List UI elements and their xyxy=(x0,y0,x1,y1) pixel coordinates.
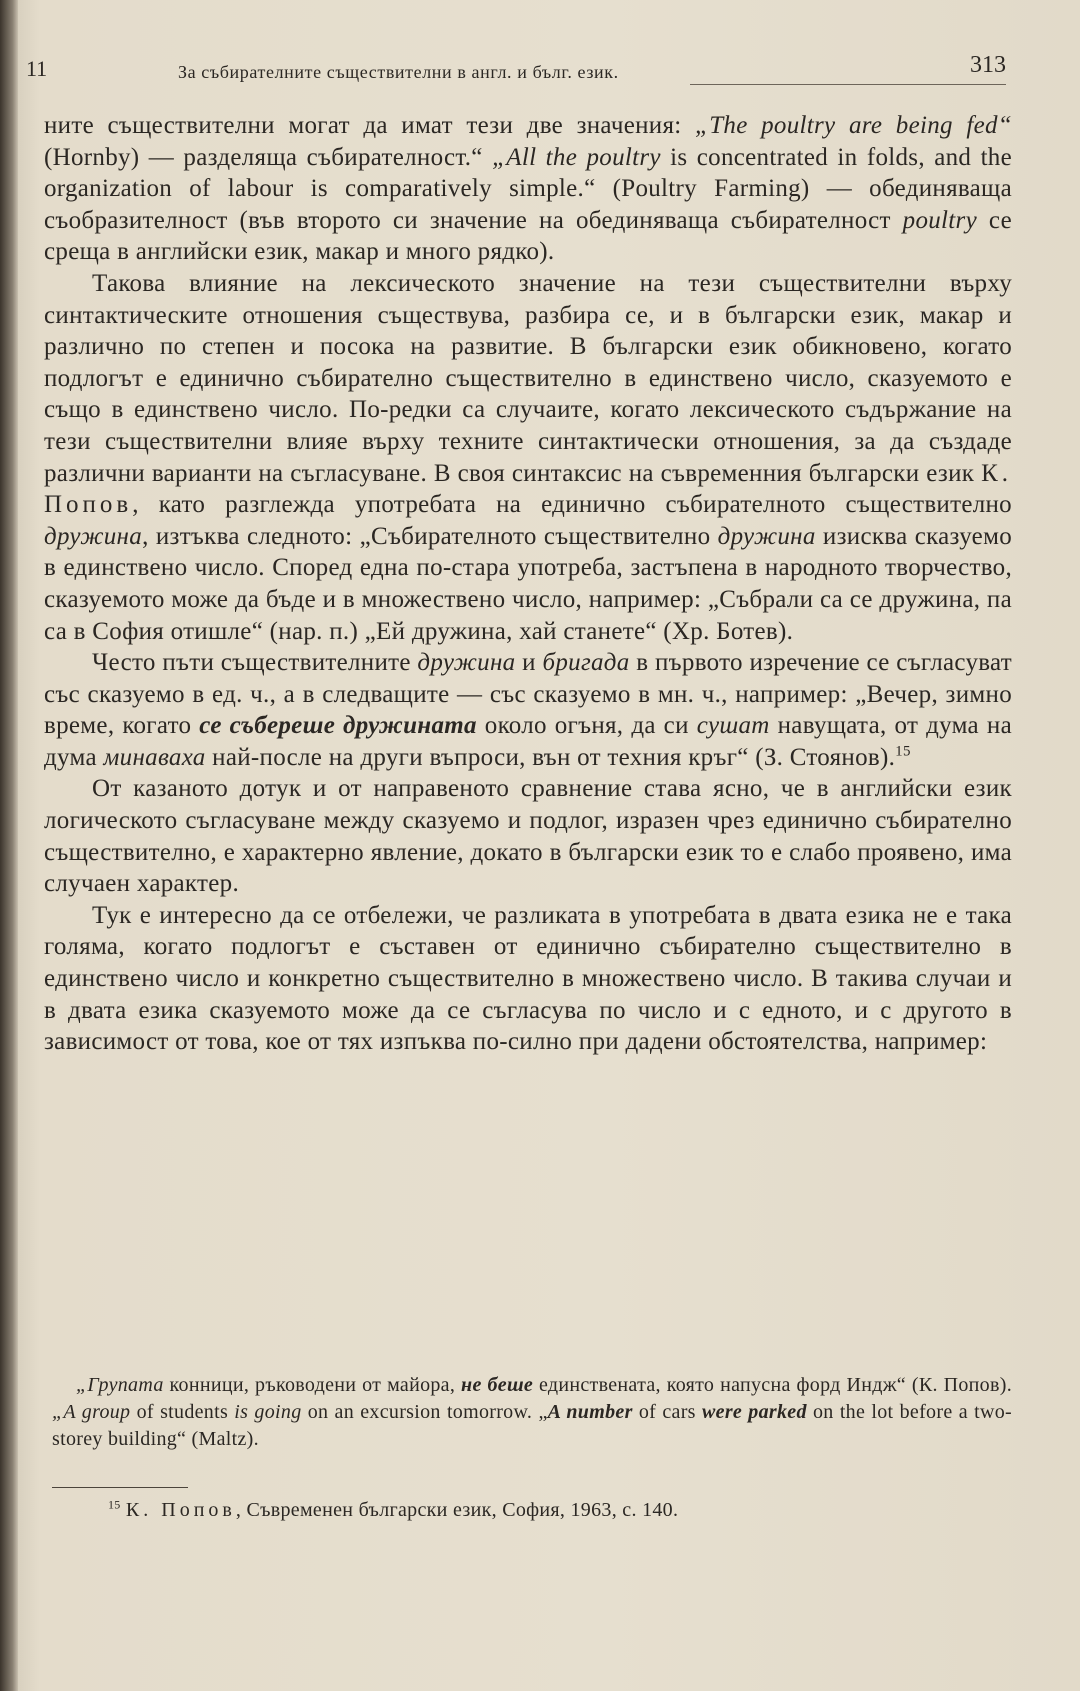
example-en: „The poultry are being fed“ xyxy=(695,112,1012,139)
example-bg: сушат xyxy=(696,712,770,740)
footnote-rule xyxy=(52,1487,188,1488)
footnote-author: К. Попов xyxy=(125,1499,236,1521)
example-bg: дружина xyxy=(417,649,516,677)
page-number: 313 xyxy=(970,52,1006,78)
paragraph-1: ните съществителни могат да имат тези две значения: „The poultry are being fed“ (Hornby) — разделяща събирателност.“ „All the poultry is concentrated in folds, and the organization of labour is comparatively simple.“ (Poultry Farming) — обединяваща съобразителност (във второто си значение на обединяваща събирателност poultry се среща в английски език, макар и много рядко). xyxy=(44,112,1013,266)
example-en: „All the poultry xyxy=(492,143,661,171)
paragraph-4: От казаното дотук и от направеното сравнение става ясно, че в английски език логическото съгласуване между сказуемо и подлог, изразен чрез единично събирателно съществително, е характерно явление, докато в български език то е слабо проявено, има случаен характер. xyxy=(44,775,1012,898)
example-bg: дружина xyxy=(44,522,143,550)
example-bg: бригада xyxy=(542,649,630,677)
footnote-ref: 15 xyxy=(895,743,911,760)
footnote-text: , Съвременен български език, София, 1963, с. 140. xyxy=(235,1499,679,1521)
author-name: К. Попов xyxy=(44,459,1012,519)
example-bg: минаваха xyxy=(103,743,206,771)
example-bg: се събеpеше дружината xyxy=(199,712,477,740)
example-paragraph: „Групата конници, ръководени от майора, не беше единствената, която напусна форд Индж“ (К. Попов). „A group of students is going on an excursion tomorrow. „A number of cars were parked on the lot before a two-storey building“ (Maltz). xyxy=(52,1374,1012,1450)
header-rule xyxy=(690,84,1006,85)
example-block xyxy=(52,1372,1012,1453)
example-en: poultry xyxy=(902,206,977,234)
example-bg: дружина xyxy=(717,522,816,550)
footnote-number: 15 xyxy=(108,1497,121,1512)
paragraph-2: Такова влияние на лексическото значение на тези съществителни върху синтактическите отношения съществува, разбира се, и в български език, макар и различно по степен и посока на развитие. В български език обикновено, когато подлогът е единично събирателно съществително в единствено число, сказуемото е също в единствено число. По-редки са случаите, когато лексическото съдържание на тези съществителни влияе върху техните синтактически отношения, за да създаде различни варианти на съгласуване. В своя синтаксис на съвременния български език К. Попов, като разглежда употребата на единично събирателното съществително дружина, изтъква следното: „Събирателното съществително дружина изисква сказуемо в единствено число. Според една по-стара употреба, застъпена в народното творчество, сказуемото може да бъде и в множествено число, например: „Събрали са се дружина, па са в София отишле“ (нар. п.) „Ей дружина, хай станете“ (Хр. Ботев). xyxy=(44,269,1012,645)
running-title: За събирателните съществителни в англ. и бълг. език. xyxy=(178,62,619,82)
folio-left: 11 xyxy=(26,56,48,81)
main-text xyxy=(44,110,1012,1058)
footnote xyxy=(108,1497,1008,1523)
paragraph-3: Често пъти съществителните дружина и бригада в първото изречение се съгласуват със сказуемо в ед. ч., а в следващите — със сказуемо в мн. ч., например: „Вечер, зимно време, когато се събеpеше дружината около огъня, да си сушат навущата, от дума на дума минаваха най-после на други въпроси, вън от техния кръг“ (З. Стоянов).$^{15}$ xyxy=(44,649,1013,771)
paragraph-5: Тук е интересно да се отбележи, че разликата в употребата в двата езика не е така голяма, когато подлогът е съставен от единично събирателно съществително в единствено число и конкретно съществително в множествено число. В такива случаи и в двата езика сказуемото може да се съгласува по число и с едното, и с другото в зависимост от това, кое от тях изпъква по-силно при дадени обстоятелства, например: xyxy=(44,901,1012,1056)
book-spine xyxy=(0,0,18,1691)
page-header xyxy=(26,52,1006,88)
